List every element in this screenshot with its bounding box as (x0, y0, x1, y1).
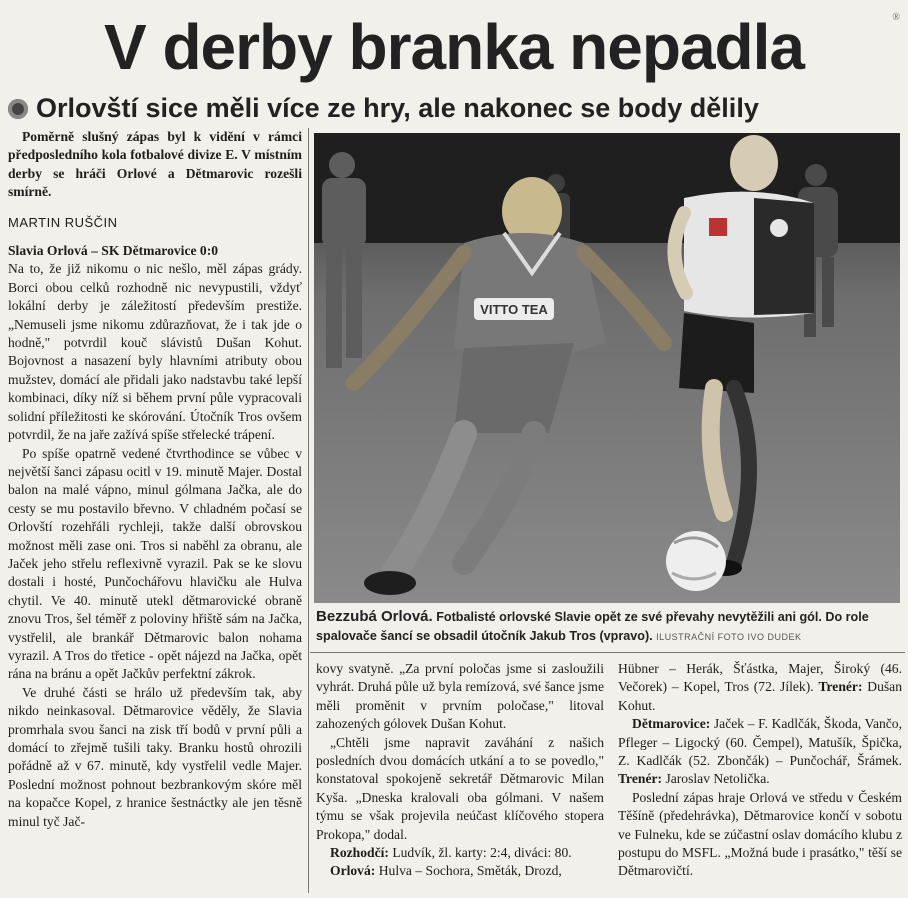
caption-title: Bezzubá Orlová. (316, 608, 433, 625)
column-divider (308, 128, 309, 893)
detmarovice-lineup (618, 715, 902, 789)
caption-rule (310, 652, 905, 653)
right-column (618, 660, 902, 881)
caption-text: Fotbalisté orlovské Slavie opět ze své převahy nevytěžili ani gól. Do role spalovače šancí se obsadil útočník Jakub Tros (vpravo). (316, 610, 869, 643)
lead-paragraph: Poměrně slušný zápas byl k vidění v rámci předposledního kola fotbalové divize E. V místním derby se hráči Orlové a Dětmarovic rozešli smírně. (8, 129, 302, 200)
orlova-lineup-text: Hübner – Herák, Šťástka, Majer, Široký (46. Večorek) – Kopel, Tros (72. Jílek). (618, 661, 902, 695)
corner-mark: ® (892, 12, 900, 23)
orlova-label: Orlová: (330, 863, 376, 879)
left-column (8, 128, 302, 831)
article-paragraph: „Chtěli jsme napravit zaváhání z našich posledních dvou domácích utkání a to se povedlo," konstatoval spokojeně sekretář Dětmarovic Milan Kyša. „Dneska kralovali oba gólmani. V našem týmu se však projevila neúčast klíčového stopera Prokopa," dodal. (316, 734, 604, 842)
trainer-detmarovice: Jaroslav Netolička. (665, 771, 770, 787)
bullet-icon (8, 99, 28, 119)
trainer-orlova: Dušan Kohut. (618, 679, 903, 713)
referee-text: Ludvík, žl. karty: 2:4, diváci: 80. (392, 845, 572, 861)
article-paragraph: kovy svatyně. „Za první poločas jsme si zasloužili vyhrát. Druhá půle už byla remízová, své šance jsme měli proměnit v prvním poločase," litoval zahozených gólovek Dušan Kohut. (316, 661, 604, 732)
match-result: Slavia Orlová – SK Dětmarovice 0:0 (8, 243, 219, 259)
orlova-text: Hulva – Sochora, Směták, Drozd, (378, 863, 562, 879)
orlova-lineup-cont (618, 660, 902, 715)
middle-column (316, 660, 604, 881)
photo-credit: ILUSTRAČNÍ FOTO IVO DUDEK (656, 632, 802, 642)
trainer-label: Trenér: (618, 771, 663, 787)
orlova-lineup (316, 862, 604, 880)
article-paragraph: Na to, že již nikomu o nic nešlo, měl zápas grády. Borci obou celků rozhodně nic nevypustili, vždyť lokální derby je záležitostí především prestiže. „Nemuseli jsme nikomu zdůrazňovat, že i tak jde o hodně," potvrdil kouč slávistů Dušan Kohut. Bojovnost a nasazení byly hlavními atributy obou mužstev, domácí ale přidali jako nadstavbu také lepší kombinaci, díky níž si během první půle vypracovali solidní příležitosti ke skórování. Útočník Tros ovšem potvrdil, že na jaře zažívá spíše střelecké trápení. (8, 261, 302, 443)
referee-label: Rozhodčí: (330, 845, 389, 861)
photo-caption (316, 607, 904, 647)
byline: MARTIN RUŠČIN (8, 214, 118, 230)
article-paragraph: Poslední zápas hraje Orlová ve středu v Českém Těšíně (předehrávka), Dětmarovice končí v sobotu ve Fulneku, kde se zúčastní oslav domácího klubu z postupu do MSFL. „Možná bude i prasátko," těší se Dětmarovičtí. (618, 789, 902, 879)
football (666, 531, 726, 591)
article-paragraph: Po spíše opatrně vedené čtvrthodince se vůbec v největší šanci zápasu ocitl v 19. minutě Majer. Dostal balon na malé vápno, minul gólmana Jačka, ale do cesty se mu postavilo břevno. V chladném počasí se Orlovští rozehřáli rychleji, takže další obrovskou možnost měli zase oni. Tros si naběhl za obranu, ale Jaček jeho střelu reflexivně vyrazil. Pak se ke slovu dostali i hosté, Punčochářovu hlavičku ale Hulva chytil. Ve 40. minutě utekl dětmarovické obraně znovu Tros, šel téměř z poloviny hřiště sám na Jačka, vystřelil, ale brankář Dětmarovic balon nohama vyrazil. A Tros do třetice - opět nájezd na Jačka, opět rána na bránu a opět Jačkův perfektní zákrok. (8, 445, 302, 682)
detmarovice-label: Dětmarovice: (632, 716, 711, 732)
match-photo (314, 133, 900, 603)
referee-line (316, 844, 604, 862)
article-paragraph: Ve druhé části se hrálo už především tak, aby nikdo neinkasoval. Dětmarovice věděly, že Slavia promrhala svou šanci na zisk tří bodů v první půli a domácí to zřejmě tušili taky. Branku hostů ohrozili pořádně až v 67. minutě, kdy vystřelil vedle Majer. Poslední možnost pohnout bezbrankovým skóre měl na kopačce Kopel, z hranice šestnáctky ale jen těsně minul tyč Jač- (8, 684, 302, 829)
trainer-label: Trenér: (818, 679, 863, 695)
subheadline (8, 90, 900, 126)
detmarovice-text: Jaček – F. Kadlčák, Škoda, Vančo, Pfleger – Ligocký (60. Čempel), Matušík, Špička, Z. Kadlčák (52. Zbončák) – Punčochář, Šrámek. (618, 716, 902, 769)
headline: V derby branka nepadla (103, 11, 805, 83)
subheadline-text: Orlovští sice měli více ze hry, ale nakonec se body dělily (36, 93, 759, 123)
shirt-sponsor: VITTO TEA (480, 302, 548, 317)
